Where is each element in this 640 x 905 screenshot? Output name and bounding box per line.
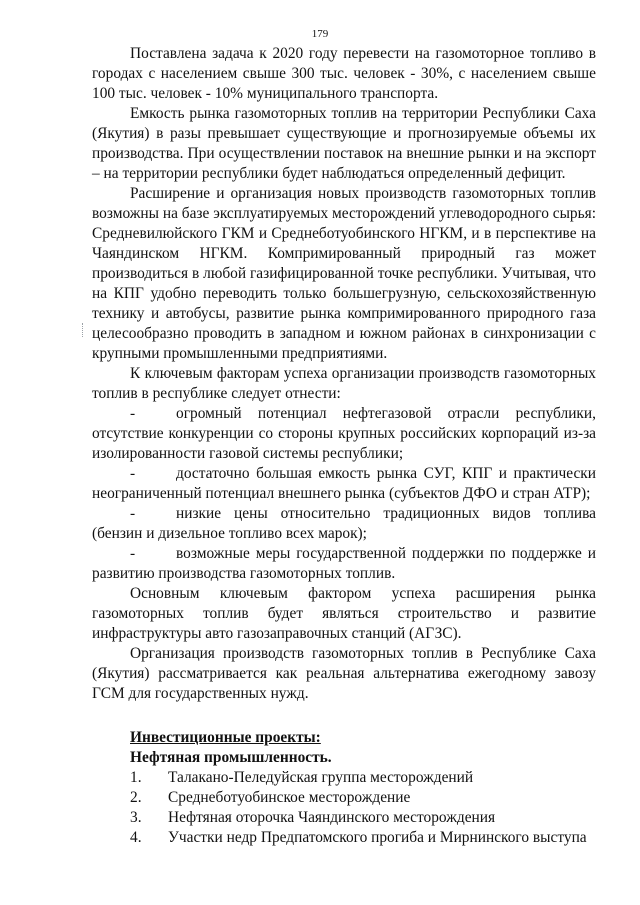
paragraph-expansion: Расширение и организация новых производств газомоторных топлив возможны на базе эксплуатируемых месторождений углеводородного сырья: Средневилюйского ГКМ и Среднеботуобинского НГКМ, и в перспективе на Чаяндинском НГКМ. Компримированный природный газ может производиться в любой газифицированной точке республики. Учитывая, что на КПГ удобно переводить только большегрузную, сельскохозяйственную технику и автобусы, развитие рынка компримированного природного газа целесообразно проводить в западном и южном районах в синхронизации с крупными промышленными предприятиями.: [92, 185, 596, 362]
paragraph-market-capacity: Емкость рынка газомоторных топлив на территории Республики Саха (Якутия) в разы превышает существующие и прогнозируемые объемы их производства. При осуществлении поставок на внешние рынки и на экспорт – на территории республики будет наблюдаться определенный дефицит.: [92, 105, 596, 182]
subsection-title: Нефтяная промышленность.: [130, 749, 332, 766]
list-text: Участки недр Предпатомского прогиба и Мирнинского выступа: [168, 829, 587, 846]
dash-marker: -: [130, 405, 136, 422]
list-number: 4.: [130, 829, 142, 846]
list-number: 2.: [130, 789, 142, 806]
dash-marker: -: [130, 465, 136, 482]
factor-text: огромный потенциал нефтегазовой отрасли республики, отсутствие конкуренции со стороны крупных российских корпораций из-за изолированности газовой системы республики;: [92, 405, 596, 462]
list-item: [92, 768, 596, 788]
factor-item: [92, 464, 596, 504]
factor-item: [92, 404, 596, 464]
factor-text: достаточно большая емкость рынка СУГ, КПГ и практически неограниченный потенциал внешнего рынка (субъектов ДФО и стран АТР);: [92, 465, 596, 502]
factor-item: [92, 504, 596, 544]
scan-edge-mark: [82, 323, 84, 337]
list-number: 3.: [130, 809, 142, 826]
list-text: Среднеботуобинское месторождение: [168, 789, 411, 806]
factor-item: [92, 544, 596, 584]
page-content: [92, 44, 596, 848]
factor-text: возможные меры государственной поддержки по поддержке и развитию производства газомоторных топлив.: [92, 545, 596, 582]
page-number: 179: [311, 28, 329, 40]
list-item: [92, 828, 596, 848]
project-list: [92, 768, 596, 848]
paragraph-main-factor: Основным ключевым фактором успеха расширения рынка газомоторных топлив будет являться строительство и развитие инфраструктуры авто газозаправочных станций (АГЗС).: [92, 585, 596, 642]
list-text: Нефтяная оторочка Чаяндинского месторождения: [168, 809, 496, 826]
section-spacer: [92, 704, 596, 728]
section-title: Инвестиционные проекты:: [130, 729, 321, 746]
paragraph-alternative: Организация производств газомоторных топлив в Республике Саха (Якутия) рассматривается как реальная альтернатива ежегодному завозу ГСМ для государственных нужд.: [92, 645, 596, 702]
paragraph-key-factors-intro: К ключевым факторам успеха организации производств газомоторных топлив в республике следует отнести:: [92, 365, 596, 402]
list-number: 1.: [130, 769, 142, 786]
factor-text: низкие цены относительно традиционных видов топлива (бензин и дизельное топливо всех марок);: [92, 505, 596, 542]
dash-marker: -: [130, 505, 136, 522]
list-text: Талакано-Пеледуйская группа месторождений: [168, 769, 474, 786]
paragraph-transport-target: Поставлена задача к 2020 году перевести на газомоторное топливо в городах с населением свыше 300 тыс. человек - 30%, с населением свыше 100 тыс. человек - 10% муниципального транспорта.: [92, 45, 596, 102]
dash-marker: -: [130, 545, 136, 562]
list-item: [92, 788, 596, 808]
list-item: [92, 808, 596, 828]
